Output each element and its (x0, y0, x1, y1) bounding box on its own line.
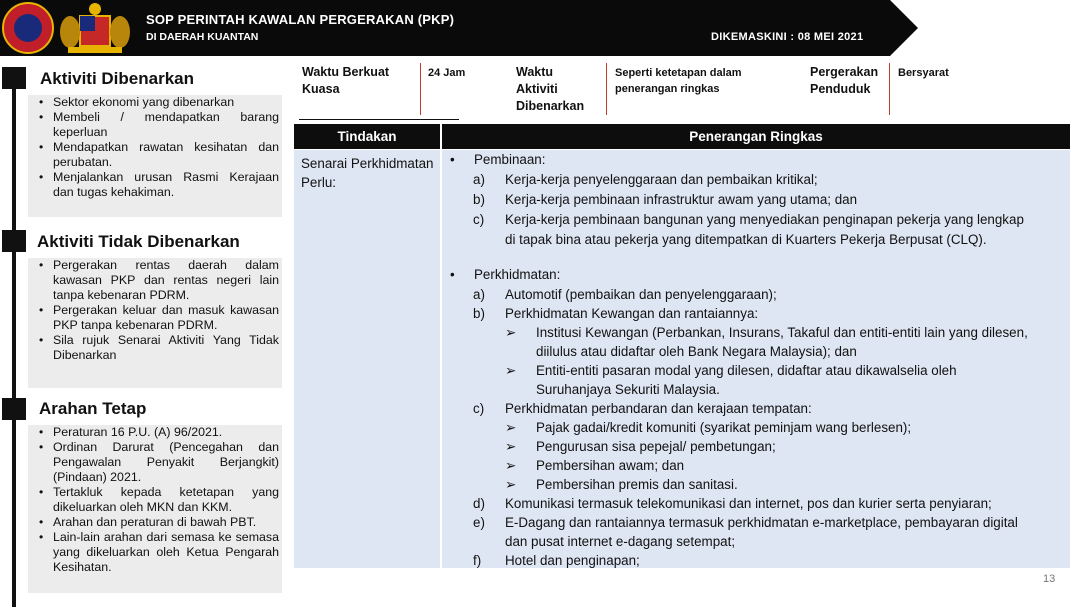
value-waktu-aktiviti: Seperti ketetapan dalam penerangan ringkas (615, 67, 742, 95)
list-item: • Pergerakan rentas daerah dalam kawasan PKP dan rentas negeri lain tanpa kebenaran PDRM. (28, 258, 282, 303)
list-item: • Tertakluk kepada ketetapan yang dikeluarkan oleh MKN dan KKM. (28, 485, 282, 515)
page-number: 13 (1043, 573, 1056, 585)
label-pergerakan-penduduk: Pergerakan Penduduk (810, 65, 879, 96)
banner-shape (0, 0, 918, 56)
list-item: • Lain-lain arahan dari semasa ke semasa yang dikeluarkan oleh Ketua Pengarah Kesihatan. (28, 530, 282, 575)
list-item: • Pergerakan keluar dan masuk kawasan PKP tanpa kebenaran PDRM. (28, 303, 282, 333)
divider (606, 63, 607, 115)
divider (420, 63, 421, 115)
value-waktu-berkuat-kuasa: 24 Jam (428, 67, 466, 79)
action-text: Senarai Perkhidmatan Perlu: (301, 156, 434, 191)
updated-date: DIKEMASKINI : 08 MEI 2021 (711, 31, 864, 43)
value-pergerakan-penduduk: Bersyarat (898, 67, 949, 79)
panel-list (28, 95, 282, 200)
table-header-tindakan: Tindakan (294, 124, 440, 149)
panel-arahan-tetap (28, 425, 282, 593)
police-logo (2, 2, 54, 54)
table-header-penerangan: Penerangan Ringkas (442, 124, 1070, 149)
panel-title-aktiviti-tidak-dibenarkan: Aktiviti Tidak Dibenarkan (37, 232, 240, 251)
list-item: • Membeli / mendapatkan barang keperluan (28, 110, 282, 140)
page-title: SOP PERINTAH KAWALAN PERGERAKAN (PKP) (146, 12, 455, 27)
timeline-marker (2, 398, 26, 420)
label-waktu-berkuat-kuasa: Waktu Berkuat Kuasa (302, 65, 390, 96)
state-crest-logo (58, 2, 132, 54)
label-waktu-aktiviti: Waktu Aktiviti Dibenarkan (516, 65, 585, 113)
underline (299, 119, 459, 120)
list-item: • Mendapatkan rawatan kesihatan dan perubatan. (28, 140, 282, 170)
list-item: • Menjalankan urusan Rasmi Kerajaan dan tugas kehakiman. (28, 170, 282, 200)
list-item: • Peraturan 16 P.U. (A) 96/2021. (28, 425, 282, 440)
table-cell-tindakan (294, 150, 440, 568)
panel-list (28, 258, 282, 363)
table-cell-penerangan: • Pembinaan: a) Kerja-kerja penyelenggaraan dan pembaikan kritikal; b) Kerja-kerja pembinaan infrastruktur awam yang utama; dan c) Kerja-kerja pembinaan bangunan yang menyediakan penginapan pekerja yang lengkap di tapak bina atau pekerja yang ditempatkan di Kuarters Pekerja Berpusat (CLQ). • Perkhidmatan: a) Automotif (pembaikan dan penyelenggaraan); b) Perkhidmatan Kewangan dan rantaiannya: ➢ Institusi Kewangan (Perbankan, Insurans, Takaful dan entiti-entiti lain yang dilesen, diilulus atau didaftar oleh Bank Negara Malaysia); dan ➢ Entiti-entiti pasaran modal yang dilesen, didaftar atau dikawalselia oleh Suruhanjaya Sekuriti Malaysia. c) Perkhidmatan perbandaran dan kerajaan tempatan: ➢ Pajak gadai/kredit komuniti (syarikat peminjam wang berlesen); ➢ Pengurusan sisa pepejal/ pembetungan; ➢ Pembersihan awam; dan ➢ Pembersihan premis dan sanitasi. d) Komunikasi termasuk telekomunikasi dan internet, pos dan kurier serta penyiaran; e) E-Dagang dan rantaiannya termasuk perkhidmatan e-marketplace, pembayaran digital dan pusat internet e-dagang setempat; f) Hotel dan penginapan; (442, 150, 1070, 568)
list-item: • Arahan dan peraturan di bawah PBT. (28, 515, 282, 530)
panel-aktiviti-dibenarkan (28, 95, 282, 217)
timeline-marker (2, 230, 26, 252)
panel-list (28, 425, 282, 575)
timeline-marker (2, 67, 26, 89)
panel-aktiviti-tidak-dibenarkan (28, 258, 282, 388)
list-item: • Ordinan Darurat (Pencegahan dan Pengawalan Penyakit Berjangkit) (Pindaan) 2021. (28, 440, 282, 485)
timeline-line (12, 70, 16, 607)
list-item: • Sektor ekonomi yang dibenarkan (28, 95, 282, 110)
divider (889, 63, 890, 115)
panel-title-arahan-tetap: Arahan Tetap (39, 399, 147, 418)
page-subtitle: DI DAERAH KUANTAN (146, 31, 259, 43)
list-item: • Sila rujuk Senarai Aktiviti Yang Tidak Dibenarkan (28, 333, 282, 363)
panel-title-aktiviti-dibenarkan: Aktiviti Dibenarkan (40, 69, 194, 88)
header-banner (0, 0, 918, 56)
